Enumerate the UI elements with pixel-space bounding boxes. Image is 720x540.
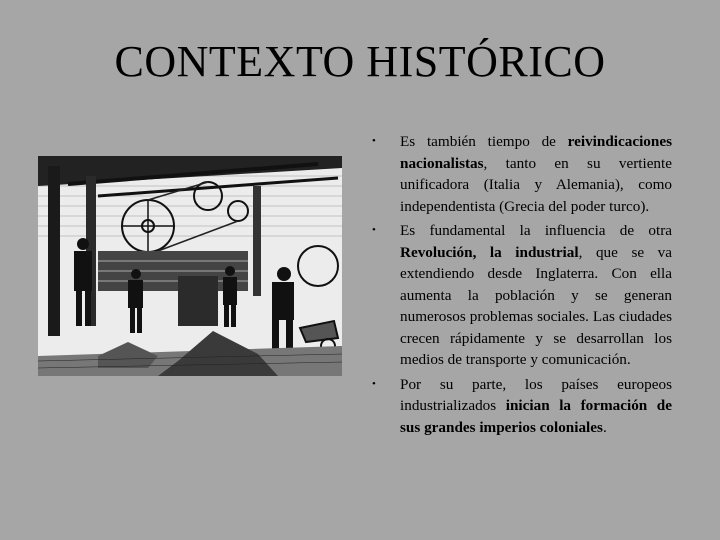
- bullet-text: Es también tiempo de reivindicaciones nacionalistas, tanto en su vertiente unificadora (Italia y Alemania), como independentista (Grecia del poder turco).: [400, 133, 672, 215]
- bullet-text: Es fundamental la influencia de otra Revolución, la industrial, que se va extendiendo desde Inglaterra. Con ella aumenta la población y se generan numerosos problemas sociales. Las ciudades crecen rápidamente y se desarrollan los medios de transporte y comunicación.: [400, 222, 672, 368]
- slide-title: CONTEXTO HISTÓRICO: [114, 37, 606, 86]
- bullet-text: Por su parte, los países europeos industrializados inician la formación de sus grandes imperios coloniales.: [400, 375, 672, 436]
- bullet-item-industrial-revolution: [364, 220, 672, 371]
- factory-engraving-illustration: [38, 156, 342, 376]
- bullet-marker: •: [372, 135, 376, 147]
- bullet-item-nationalism: [364, 131, 672, 217]
- bullet-item-colonial-empires: [364, 374, 672, 439]
- bullet-marker: •: [372, 224, 376, 236]
- bullet-list: [364, 131, 672, 441]
- bullet-marker: •: [372, 377, 376, 390]
